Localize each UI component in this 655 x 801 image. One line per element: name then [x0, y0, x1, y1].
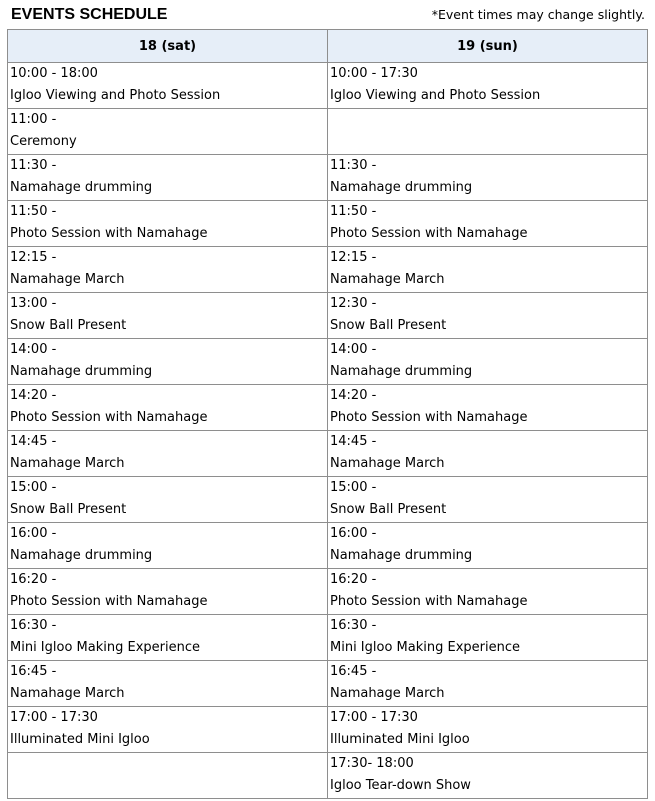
event-name: Igloo Viewing and Photo Session [10, 88, 221, 103]
event-name: Snow Ball Present [10, 318, 127, 333]
schedule-cell-sat [8, 109, 328, 155]
schedule-cell-sat [8, 569, 328, 615]
schedule-cell-sat [8, 477, 328, 523]
table-row [8, 661, 648, 707]
schedule-cell-sat [8, 63, 328, 109]
event-time: 17:00 - 17:30 [10, 710, 98, 725]
schedule-cell-sat [8, 201, 328, 247]
event-time: 10:00 - 18:00 [10, 66, 98, 81]
table-row [8, 155, 648, 201]
event-time: 14:45 - [10, 434, 57, 449]
table-row [8, 523, 648, 569]
event-time: 16:45 - [10, 664, 57, 679]
schedule-body [8, 63, 648, 799]
event-name: Ceremony [10, 134, 77, 149]
event-name: Photo Session with Namahage [10, 410, 208, 425]
event-time: 16:00 - [330, 526, 377, 541]
table-row [8, 247, 648, 293]
event-time: 14:00 - [10, 342, 57, 357]
schedule-header [0, 0, 655, 29]
schedule-cell-sun [328, 63, 648, 109]
event-name: Namahage March [330, 272, 445, 287]
event-time: 16:20 - [10, 572, 57, 587]
schedule-note: *Event times may change slightly. [431, 7, 645, 22]
event-time: 16:20 - [330, 572, 377, 587]
event-name: Illuminated Mini Igloo [10, 732, 150, 747]
event-time: 17:00 - 17:30 [330, 710, 418, 725]
schedule-cell-sun [328, 707, 648, 753]
schedule-cell-sun [328, 569, 648, 615]
event-time: 11:50 - [10, 204, 57, 219]
event-time: 15:00 - [330, 480, 377, 495]
schedule-cell-sun [328, 201, 648, 247]
table-row [8, 109, 648, 155]
event-name: Namahage March [10, 456, 125, 471]
event-name: Igloo Viewing and Photo Session [330, 88, 541, 103]
table-row [8, 477, 648, 523]
schedule-cell-sat [8, 385, 328, 431]
schedule-cell-sun [328, 477, 648, 523]
table-row [8, 63, 648, 109]
schedule-cell-sun [328, 293, 648, 339]
schedule-cell-sun [328, 155, 648, 201]
event-time: 16:30 - [10, 618, 57, 633]
event-time: 11:00 - [10, 112, 57, 127]
event-name: Photo Session with Namahage [330, 594, 528, 609]
schedule-cell-sat [8, 431, 328, 477]
event-time: 15:00 - [10, 480, 57, 495]
event-time: 11:50 - [330, 204, 377, 219]
events-schedule-table [7, 29, 648, 799]
event-time: 14:45 - [330, 434, 377, 449]
schedule-cell-sat [8, 523, 328, 569]
event-name: Namahage March [10, 272, 125, 287]
schedule-cell-sat [8, 247, 328, 293]
event-time: 11:30 - [10, 158, 57, 173]
event-name: Namahage March [330, 686, 445, 701]
schedule-cell-sun [328, 431, 648, 477]
event-name: Snow Ball Present [330, 502, 447, 517]
event-time: 14:20 - [10, 388, 57, 403]
event-name: Namahage drumming [330, 364, 473, 379]
event-time: 16:30 - [330, 618, 377, 633]
table-header-row [8, 30, 648, 63]
schedule-cell-sun [328, 109, 648, 155]
schedule-cell-sat [8, 293, 328, 339]
event-name: Snow Ball Present [10, 502, 127, 517]
event-name: Mini Igloo Making Experience [10, 640, 200, 655]
event-name: Photo Session with Namahage [330, 410, 528, 425]
schedule-cell-sat [8, 753, 328, 799]
table-row [8, 569, 648, 615]
event-name: Igloo Tear-down Show [330, 778, 471, 793]
schedule-cell-sat [8, 615, 328, 661]
event-time: 14:00 - [330, 342, 377, 357]
event-time: 17:30- 18:00 [330, 756, 414, 771]
table-row [8, 201, 648, 247]
event-time: 13:00 - [10, 296, 57, 311]
event-name: Namahage March [10, 686, 125, 701]
event-time: 10:00 - 17:30 [330, 66, 418, 81]
schedule-cell-sun [328, 523, 648, 569]
table-row [8, 707, 648, 753]
event-time: 16:00 - [10, 526, 57, 541]
event-name: Photo Session with Namahage [10, 226, 208, 241]
column-header-sun: 19 (sun) [328, 30, 648, 63]
schedule-cell-sun [328, 385, 648, 431]
schedule-cell-sat [8, 155, 328, 201]
schedule-cell-sun [328, 753, 648, 799]
schedule-cell-sun [328, 247, 648, 293]
table-row [8, 615, 648, 661]
event-name: Illuminated Mini Igloo [330, 732, 470, 747]
event-time: 11:30 - [330, 158, 377, 173]
event-time: 12:30 - [330, 296, 377, 311]
event-time: 12:15 - [330, 250, 377, 265]
schedule-cell-sun [328, 339, 648, 385]
schedule-cell-sun [328, 661, 648, 707]
schedule-cell-sat [8, 339, 328, 385]
table-row [8, 431, 648, 477]
event-name: Namahage drumming [10, 548, 153, 563]
event-name: Photo Session with Namahage [10, 594, 208, 609]
table-row [8, 753, 648, 799]
schedule-cell-sat [8, 661, 328, 707]
event-name: Namahage March [330, 456, 445, 471]
event-time: 14:20 - [330, 388, 377, 403]
event-time: 12:15 - [10, 250, 57, 265]
table-row [8, 339, 648, 385]
event-name: Namahage drumming [330, 548, 473, 563]
event-time: 16:45 - [330, 664, 377, 679]
page-title: EVENTS SCHEDULE [11, 6, 168, 23]
column-header-sat: 18 (sat) [8, 30, 328, 63]
table-row [8, 385, 648, 431]
event-name: Namahage drumming [330, 180, 473, 195]
event-name: Namahage drumming [10, 180, 153, 195]
event-name: Namahage drumming [10, 364, 153, 379]
event-name: Snow Ball Present [330, 318, 447, 333]
schedule-cell-sat [8, 707, 328, 753]
event-name: Mini Igloo Making Experience [330, 640, 520, 655]
schedule-cell-sun [328, 615, 648, 661]
event-name: Photo Session with Namahage [330, 226, 528, 241]
table-row [8, 293, 648, 339]
